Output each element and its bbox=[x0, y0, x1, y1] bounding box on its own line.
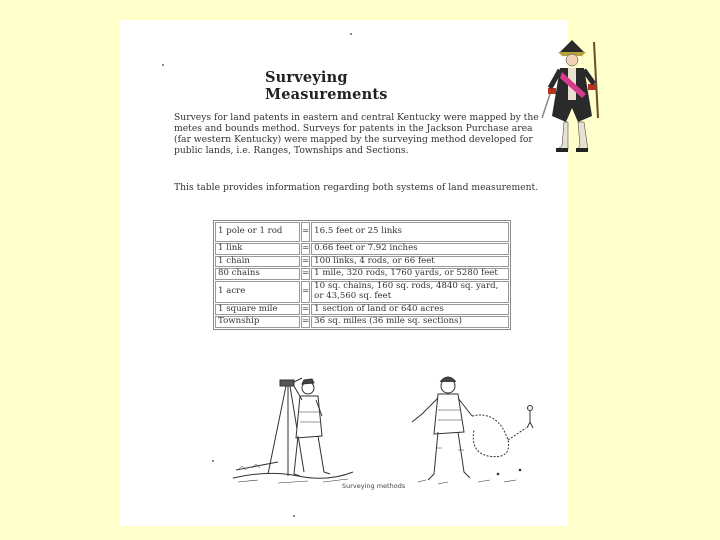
value-cell: 16.5 feet or 25 links bbox=[311, 222, 509, 242]
value-cell: 100 links, 4 rods, or 66 feet bbox=[311, 256, 509, 268]
table-row bbox=[215, 256, 509, 268]
equals-cell: = bbox=[301, 243, 310, 253]
value-cell: 36 sq. miles (36 mile sq. sections) bbox=[311, 316, 509, 328]
equals-cell: = bbox=[301, 281, 310, 303]
unit-cell: 1 square mile bbox=[215, 304, 300, 316]
unit-cell: 1 acre bbox=[215, 281, 300, 303]
equals-cell: = bbox=[301, 303, 310, 314]
surveyor-with-tripod-illustration bbox=[228, 366, 358, 486]
scan-speck bbox=[350, 33, 352, 35]
table-row bbox=[215, 304, 509, 316]
scan-speck bbox=[162, 64, 164, 66]
unit-cell: Township bbox=[215, 316, 300, 328]
equals-cell: = bbox=[301, 316, 310, 326]
value-cell: 10 sq. chains, 160 sq. rods, 4840 sq. yard, or 43,560 sq. feet bbox=[311, 281, 509, 303]
unit-cell: 1 chain bbox=[215, 256, 300, 268]
equals-cell: = bbox=[301, 222, 310, 242]
unit-cell: 1 link bbox=[215, 243, 300, 255]
table-row bbox=[215, 243, 509, 255]
table-intro: This table provides information regarding both systems of land measurement. bbox=[174, 182, 539, 193]
equals-cell: = bbox=[301, 255, 310, 266]
scan-speck bbox=[212, 460, 214, 462]
value-cell: 0.66 feet or 7.92 inches bbox=[311, 243, 509, 255]
intro-paragraph: Surveys for land patents in eastern and central Kentucky were mapped by the metes and bounds method. Surveys for patents in the Jackson Purchase area (far western Kentucky) were mapped by the surveying method developed for public lands, i.e. Ranges, Townships and Sections. bbox=[174, 112, 539, 156]
unit-cell: 1 pole or 1 rod bbox=[215, 222, 300, 242]
measurements-table bbox=[213, 220, 511, 330]
scanned-page bbox=[120, 20, 568, 526]
table-row bbox=[215, 222, 509, 242]
value-cell: 1 mile, 320 rods, 1760 yards, or 5280 feet bbox=[311, 268, 509, 280]
figure-caption: Surveying methods bbox=[342, 482, 406, 490]
page-title: Surveying Measurements bbox=[265, 69, 388, 103]
table-row bbox=[215, 281, 509, 303]
table-row bbox=[215, 316, 509, 328]
surveyor-with-chain-illustration bbox=[408, 370, 548, 490]
colonial-soldier-illustration bbox=[538, 38, 608, 156]
table-row bbox=[215, 268, 509, 280]
scan-speck bbox=[293, 515, 295, 517]
value-cell: 1 section of land or 640 acres bbox=[311, 304, 509, 316]
equals-cell: = bbox=[301, 268, 310, 278]
unit-cell: 80 chains bbox=[215, 268, 300, 280]
